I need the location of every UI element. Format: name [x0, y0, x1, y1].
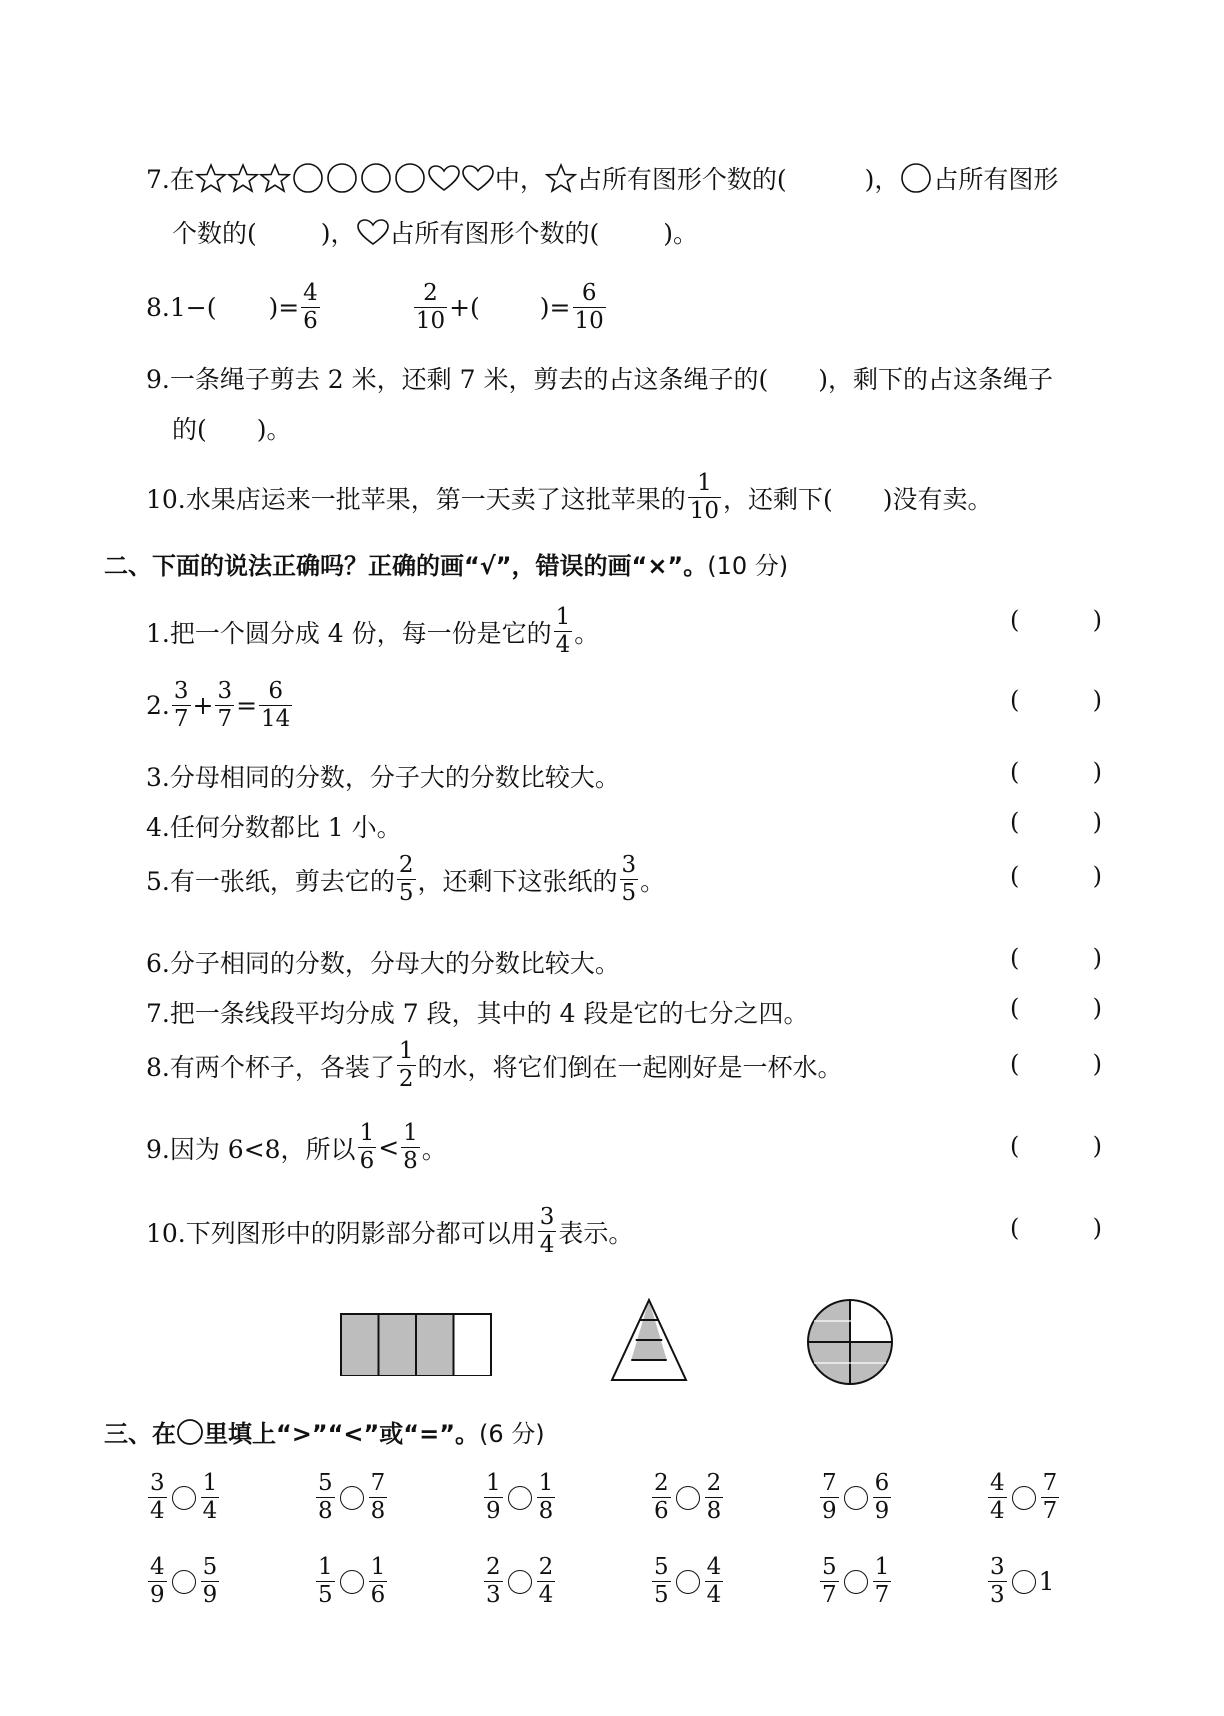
q10-text: ，还剩下( )没有卖。 — [723, 484, 993, 514]
q7-number: 7.在 — [146, 165, 195, 194]
fraction: $\frac{4}{4}$ — [706, 1554, 722, 1608]
fraction: $\frac{2}{10}$ — [415, 280, 446, 334]
comparison-item — [482, 1556, 557, 1607]
fraction: $\frac{1}{6}$ — [370, 1554, 386, 1608]
tf-item-9: 9.因为 6<8，所以 $\frac{1}{6}$ < $\frac{1}{8}$ 。 — [146, 1120, 447, 1174]
answer-circle[interactable] — [508, 1570, 532, 1594]
fraction: $\frac{2}{6}$ — [654, 1470, 669, 1524]
circle-icon — [359, 163, 393, 193]
comparison-item — [314, 1472, 389, 1523]
fraction: $\frac{3}{4}$ — [539, 1204, 555, 1258]
answer-parentheses-6[interactable]: ( ) — [1010, 944, 1102, 972]
fraction: $\frac{3}{4}$ — [150, 1470, 165, 1524]
question-7-line2 — [172, 214, 698, 250]
shaded-part — [379, 1314, 417, 1376]
comparison-item — [482, 1472, 557, 1523]
fraction: $\frac{1}{8}$ — [403, 1120, 418, 1174]
section-2-heading: 二、下面的说法正确吗？正确的画“√”，错误的画“×”。(10 分) — [104, 552, 789, 580]
fraction: $\frac{4}{4}$ — [990, 1470, 1005, 1524]
answer-parentheses-7[interactable]: ( ) — [1010, 994, 1102, 1022]
comparison-item — [146, 1472, 221, 1523]
answer-circle[interactable] — [844, 1486, 868, 1510]
comparison-item — [146, 1556, 221, 1607]
circle-icon — [393, 163, 427, 193]
fraction: $\frac{5}{9}$ — [202, 1554, 218, 1608]
question-10 — [146, 472, 993, 523]
fraction: $\frac{3}{7}$ — [173, 678, 189, 732]
q8-text: )= — [539, 293, 571, 322]
comparison-item — [314, 1556, 389, 1607]
fraction: $\frac{6}{14}$ — [261, 678, 291, 732]
answer-parentheses-4[interactable]: ( ) — [1010, 808, 1102, 836]
fraction: $\frac{1}{8}$ — [538, 1470, 554, 1524]
tf-item-10: 10.下列图形中的阴影部分都可以用 $\frac{3}{4}$ 表示。 — [146, 1204, 634, 1258]
answer-circle[interactable] — [1012, 1570, 1036, 1594]
shaded-part — [631, 1300, 667, 1360]
fraction: $\frac{1}{7}$ — [874, 1554, 890, 1608]
fraction: $\frac{2}{5}$ — [398, 852, 414, 906]
answer-parentheses-5[interactable]: ( ) — [1010, 862, 1102, 890]
answer-parentheses-8[interactable]: ( ) — [1010, 1050, 1102, 1078]
fraction: $\frac{4}{9}$ — [150, 1554, 165, 1608]
comparison-item — [986, 1556, 1055, 1607]
q7-text: 占所有图形 — [933, 165, 1059, 194]
answer-circle[interactable] — [676, 1486, 700, 1510]
tf-item-4: 4.任何分数都比 1 小。 — [146, 813, 402, 842]
answer-circle[interactable] — [1012, 1486, 1036, 1510]
fraction: $\frac{2}{8}$ — [706, 1470, 722, 1524]
q7-text: 个数的( — [172, 219, 257, 248]
heart-icon — [427, 164, 461, 192]
fraction: $\frac{7}{7}$ — [1042, 1470, 1058, 1524]
q8-text: 8.1−( — [146, 293, 217, 322]
comparison-item — [818, 1556, 893, 1607]
q7-text: )， — [320, 219, 356, 248]
fraction: $\frac{7}{9}$ — [822, 1470, 837, 1524]
question-8 — [146, 282, 608, 333]
tf-item-6: 6.分子相同的分数，分母大的分数比较大。 — [146, 949, 620, 978]
tf-item-1: 1.把一个圆分成 4 份，每一份是它的 $\frac{1}{4}$ 。 — [146, 604, 600, 658]
tf-item-3: 3.分母相同的分数，分子大的分数比较大。 — [146, 763, 620, 792]
fraction: $\frac{1}{4}$ — [555, 604, 571, 658]
q7-text: 中， — [494, 165, 545, 194]
answer-parentheses-2[interactable]: ( ) — [1010, 686, 1102, 714]
question-7-line1 — [146, 160, 1058, 196]
star-icon — [545, 163, 577, 193]
fraction: $\frac{5}{8}$ — [318, 1470, 333, 1524]
heart-icon — [356, 218, 390, 246]
whole-number: 1 — [1038, 1567, 1055, 1596]
answer-circle[interactable] — [340, 1486, 364, 1510]
answer-circle[interactable] — [172, 1486, 196, 1510]
fraction: $\frac{4}{6}$ — [303, 280, 318, 334]
figure-circle-parts — [804, 1296, 896, 1388]
question-9-line1: 9.一条绳子剪去 2 米，还剩 7 米，剪去的占这条绳子的( )，剩下的占这条绳子 — [146, 365, 1053, 394]
fraction: $\frac{1}{6}$ — [359, 1120, 375, 1174]
q7-text: 占所有图形个数的( — [576, 165, 787, 194]
circle-icon — [176, 1418, 204, 1446]
tf-item-8: 8.有两个杯子，各装了 $\frac{1}{2}$ 的水，将它们倒在一起刚好是一杯水。 — [146, 1038, 843, 1092]
shaded-part — [341, 1314, 379, 1376]
fraction: $\frac{5}{5}$ — [654, 1554, 669, 1608]
fraction: $\frac{2}{4}$ — [538, 1554, 554, 1608]
tf-item-5: 5.有一张纸，剪去它的 $\frac{2}{5}$ ，还剩下这张纸的 $\frac{3}{5}$ 。 — [146, 852, 666, 906]
fraction: $\frac{3}{5}$ — [621, 852, 637, 906]
fraction: $\frac{1}{5}$ — [318, 1554, 333, 1608]
comparison-item — [818, 1472, 893, 1523]
circle-icon — [325, 163, 359, 193]
q8-text: +( — [449, 293, 480, 322]
answer-circle[interactable] — [844, 1570, 868, 1594]
q8-text: )= — [268, 293, 300, 322]
answer-parentheses-1[interactable]: ( ) — [1010, 606, 1102, 634]
fraction: $\frac{1}{10}$ — [689, 470, 720, 524]
answer-circle[interactable] — [508, 1486, 532, 1510]
heart-icon — [461, 164, 495, 192]
fraction: $\frac{2}{3}$ — [486, 1554, 501, 1608]
fraction: $\frac{1}{9}$ — [486, 1470, 501, 1524]
fraction: $\frac{6}{9}$ — [874, 1470, 890, 1524]
star-icon — [259, 163, 291, 193]
section-3-heading: 三、在 里填上“>”“<”或“=”。 (6 分) — [104, 1414, 545, 1449]
fraction: $\frac{1}{4}$ — [202, 1470, 218, 1524]
answer-parentheses-9[interactable]: ( ) — [1010, 1132, 1102, 1160]
fraction: $\frac{5}{7}$ — [822, 1554, 837, 1608]
tf-item-2: 2. $\frac{3}{7}$ + $\frac{3}{7}$ = $\frac{6}{14}$ — [146, 678, 291, 732]
tf-item-7: 7.把一条线段平均分成 7 段，其中的 4 段是它的七分之四。 — [146, 999, 809, 1028]
answer-circle[interactable] — [172, 1570, 196, 1594]
fraction: $\frac{7}{8}$ — [370, 1470, 386, 1524]
shaded-part — [416, 1314, 454, 1376]
fraction: $\frac{1}{2}$ — [398, 1038, 414, 1092]
star-icon — [195, 163, 227, 193]
fraction: $\frac{6}{10}$ — [574, 280, 604, 334]
circle-icon — [291, 163, 325, 193]
q7-text: )。 — [663, 219, 699, 248]
question-9-line2: 的( )。 — [172, 415, 292, 444]
circle-icon — [899, 163, 933, 193]
star-icon — [227, 163, 259, 193]
q7-text: 占所有图形个数的( — [389, 219, 600, 248]
answer-parentheses-3[interactable]: ( ) — [1010, 758, 1102, 786]
answer-circle[interactable] — [676, 1570, 700, 1594]
fraction: $\frac{3}{3}$ — [990, 1554, 1005, 1608]
comparison-item — [650, 1472, 725, 1523]
comparison-item — [986, 1472, 1061, 1523]
q10-text: 10.水果店运来一批苹果，第一天卖了这批苹果的 — [146, 484, 686, 514]
answer-circle[interactable] — [340, 1570, 364, 1594]
q7-text: )， — [864, 165, 900, 194]
comparison-item — [650, 1556, 725, 1607]
figure-triangle-layers — [606, 1296, 692, 1382]
q7-shape-sequence — [195, 163, 495, 193]
fraction: $\frac{3}{7}$ — [217, 678, 233, 732]
figure-rectangle-quarters — [330, 1304, 500, 1376]
answer-parentheses-10[interactable]: ( ) — [1010, 1214, 1102, 1242]
